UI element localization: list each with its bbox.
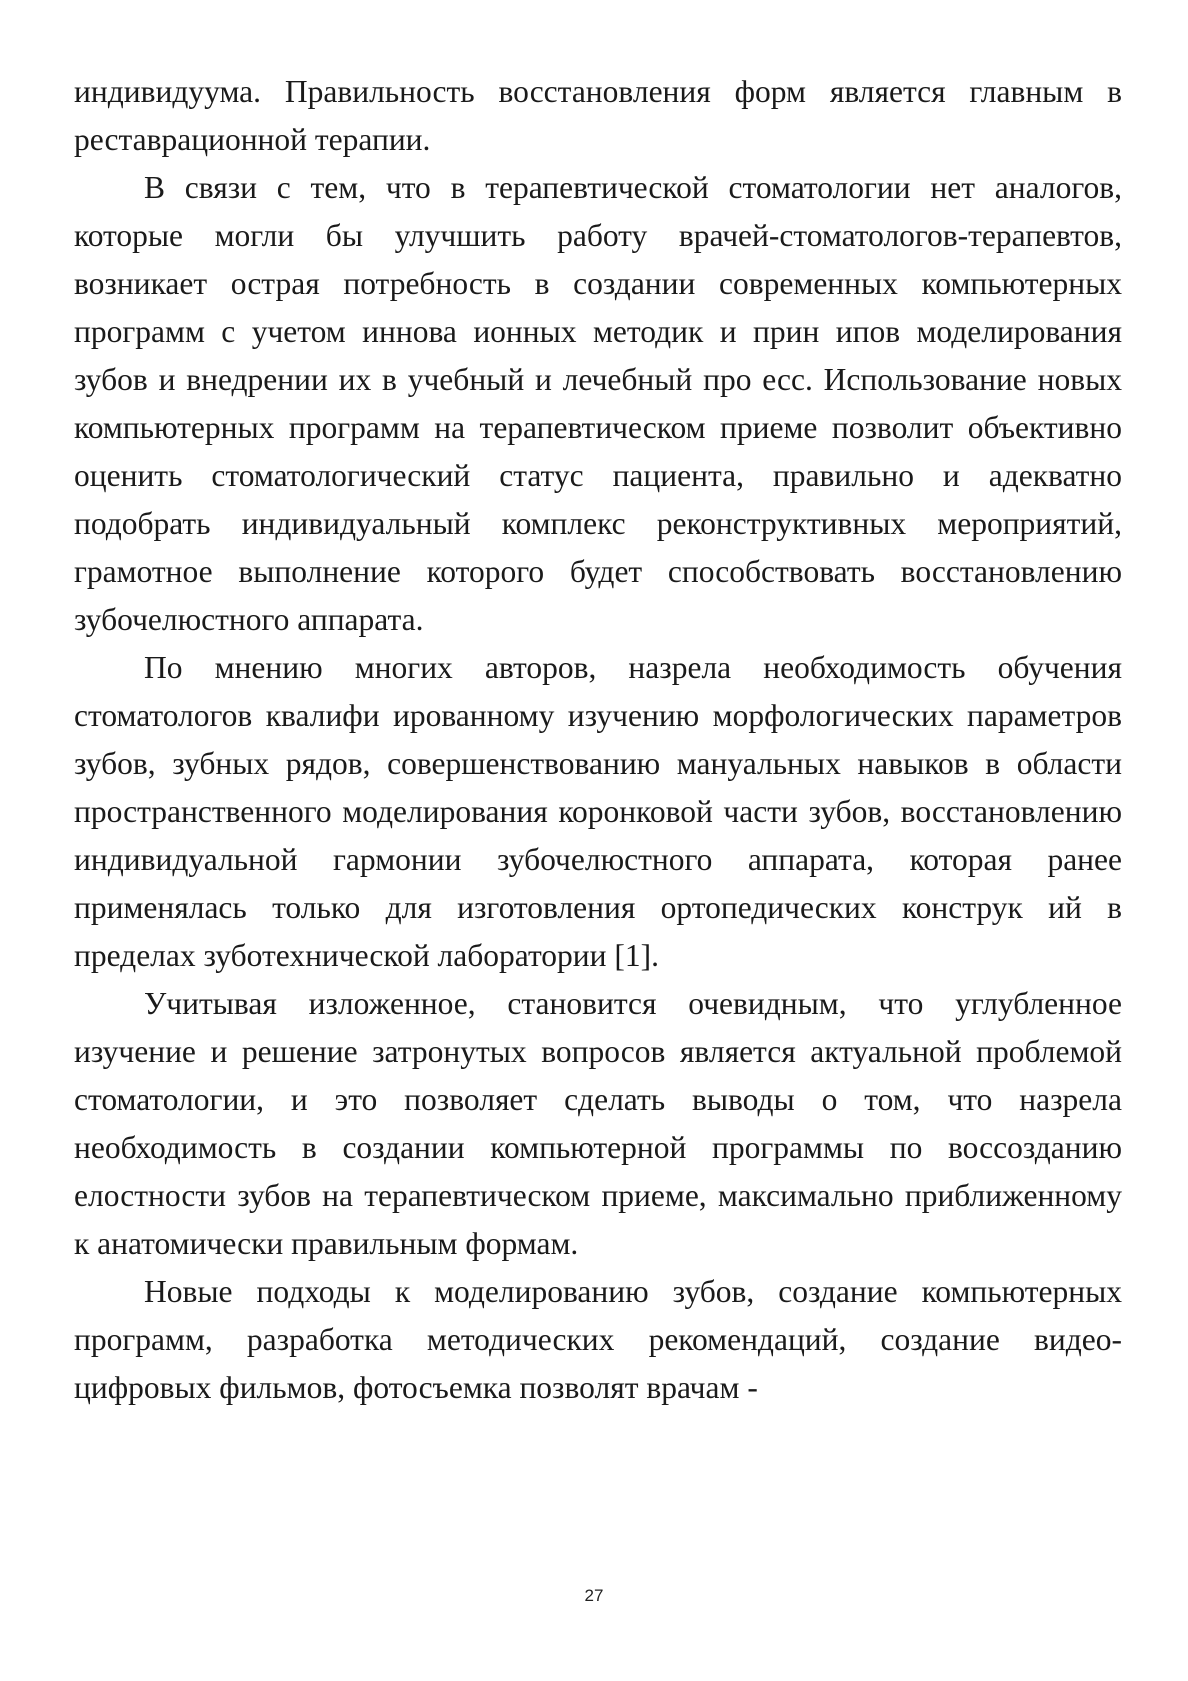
document-page: [74, 68, 1122, 1412]
paragraph-5: Новые подходы к моделированию зубов, создание компьютерных программ, разработка методических рекомендаций, создание видео- цифровых фильмов, фотосъемка позволят врачам -: [74, 1274, 1122, 1405]
paragraph-3: По мнению многих авторов, назрела необходимость обучения стоматологов квалифи ированному изучению морфологических параметров зубов, зубных рядов, совершенствованию мануальных навыков в области пространственного моделирования коронковой части зубов, восстановлению индивидуальной гармонии зубочелюстного аппарата, которая ранее применялась только для изготовления ортопедических конструк ий в пределах зуботехнической лаборатории [1].: [74, 650, 1122, 973]
paragraph-4: Учитывая изложенное, становится очевидным, что углубленное изучение и решение затронутых вопросов является актуальной проблемой стоматологии, и это позволяет сделать выводы о том, что назрела необходимость в создании компьютерной программы по воссозданию елостности зубов на терапевтическом приеме, максимально приближенному к анатомически правильным формам.: [74, 986, 1122, 1261]
paragraph-2: В связи с тем, что в терапевтической стоматологии нет аналогов, которые могли бы улучшить работу врачей-стоматологов-терапевтов, возникает острая потребность в создании современных компьютерных программ с учетом иннова ионных методик и прин ипов моделирования зубов и внедрении их в учебный и лечебный про есс. Использование новых компьютерных программ на терапевтическом приеме позволит объективно оценить стоматологический статус пациента, правильно и адекватно подобрать индивидуальный комплекс реконструктивных мероприятий, грамотное выполнение которого будет способствовать восстановлению зубочелюстного аппарата.: [74, 170, 1122, 637]
paragraph-1: индивидуума. Правильность восстановления форм является главным в реставрационной терапии.: [74, 74, 1122, 157]
page-number: 27: [584, 1586, 604, 1605]
